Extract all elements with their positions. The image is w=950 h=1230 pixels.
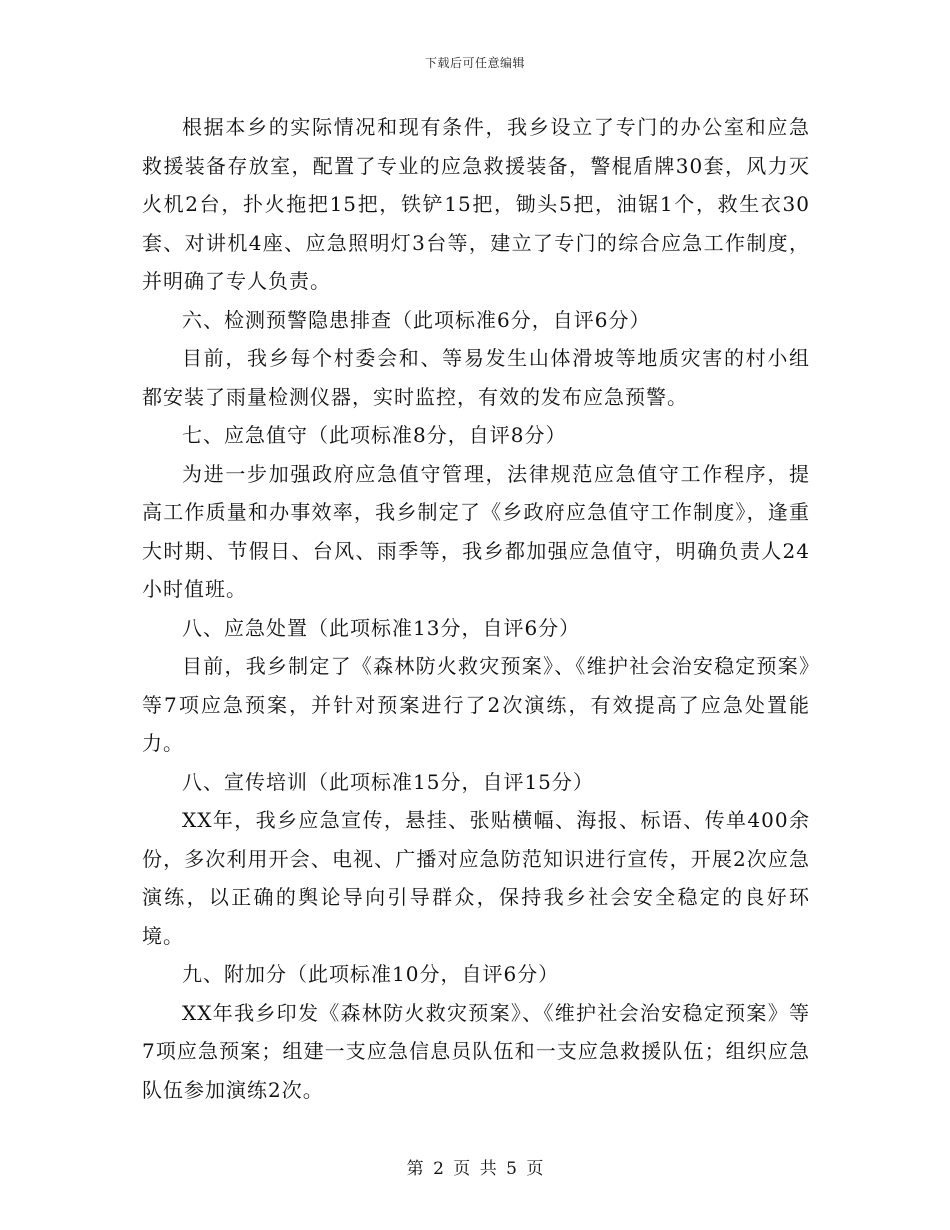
paragraph-response: 目前，我乡制定了《森林防火救灾预案》、《维护社会治安稳定预案》等7项应急预案，并针对预案进行了2次演练，有效提高了应急处置能力。 [142,654,810,755]
paragraph-monitoring: 目前，我乡每个村委会和、等易发生山体滑坡等地质灾害的村小组都安装了雨量检测仪器，实时监控，有效的发布应急预警。 [142,346,810,409]
paragraph-equipment: 根据本乡的实际情况和现有条件，我乡设立了专门的办公室和应急救援装备存放室，配置了专业的应急救援装备，警棍盾牌30套，风力灭火机2台，扑火拖把15把，铁铲15把，锄头5把，油锯1个，救生衣30套、对讲机4座、应急照明灯3台等，建立了专门的综合应急工作制度，并明确了专人负责。 [142,115,810,293]
page-header: 下载后可任意编辑 [424,56,525,70]
section-heading-publicity: 八、宣传培训（此项标准15分，自评15分） [182,769,594,794]
section-heading-bonus: 九、附加分（此项标准10分，自评6分） [182,962,560,986]
paragraph-duty: 为进一步加强政府应急值守管理，法律规范应急值守工作程序，提高工作质量和办事效率，我乡制定了《乡政府应急值守工作制度》，逢重大时期、节假日、台风、雨季等，我乡都加强应急值守，明确负责人24小时值班。 [142,461,810,601]
section-heading-monitoring: 六、检测预警隐患排查（此项标准6分，自评6分） [182,307,651,332]
section-heading-duty: 七、应急值守（此项标准8分，自评8分） [182,423,567,447]
page-number: 第 2 页 共 5 页 [406,1159,544,1179]
document-body [142,108,810,1109]
paragraph-publicity: XX年，我乡应急宣传，悬挂、张贴横幅、海报、标语、传单400余份，多次利用开会、电视、广播对应急防范知识进行宣传，开展2次应急演练，以正确的舆论导向引导群众，保持我乡社会安全稳定的良好环境。 [142,808,810,948]
paragraph-bonus: XX年我乡印发《森林防火救灾预案》、《维护社会治安稳定预案》等7项应急预案；组建一支应急信息员队伍和一支应急救援队伍；组织应急队伍参加演练2次。 [142,1000,810,1102]
section-heading-response: 八、应急处置（此项标准13分，自评6分） [182,615,581,640]
